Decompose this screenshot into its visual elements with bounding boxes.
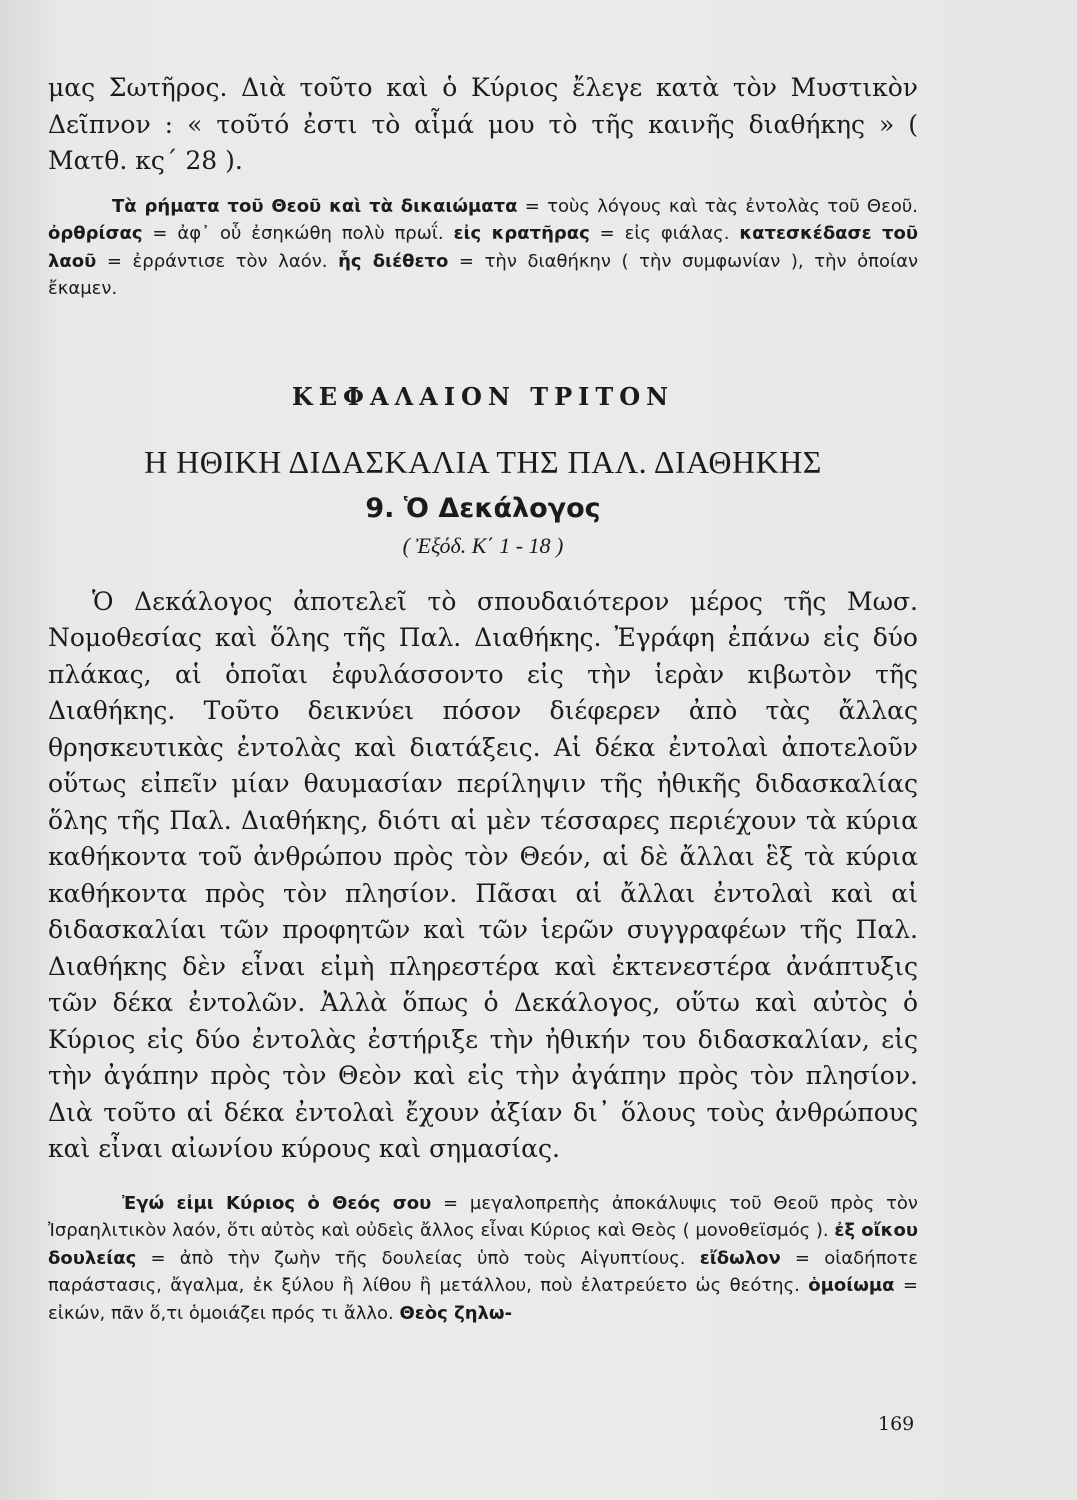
glossary-term: εἴδωλον	[699, 1247, 781, 1269]
glossary-term: εἰς κρατῆρας	[453, 223, 590, 244]
continuation-paragraph: μας Σωτῆρος. Διὰ τοῦτο καὶ ὁ Κύριος ἔλεγε κατὰ τὸν Μυστικὸν Δεῖπνον : « τοῦτό ἐστι τὸ αἷμά μου τὸ τῆς καινῆς διαθήκης » ( Ματθ. κς΄ 28 ).	[48, 73, 918, 175]
glossary-term: Θεὸς ζηλω-	[399, 1302, 513, 1324]
glossary-definition: = εἰκών, πᾶν ὅ,τι ὁμοιάζει πρός τι ἄλλο.	[48, 1275, 918, 1324]
chapter-title: Η ΗΘΙΚΗ ΔΙΔΑΣΚΑΛΙΑ ΤΗΣ ΠΑΛ. ΔΙΑΘΗΚΗΣ	[144, 443, 822, 480]
glossary-term: Τὰ ρήματα τοῦ Θεοῦ καὶ τὰ δικαιώματα	[112, 195, 518, 217]
glossary-definition: = τοὺς λόγους καὶ τὰς ἐντολὰς τοῦ Θεοῦ.	[517, 195, 918, 217]
glossary-definition: = μεγαλοπρεπὴς ἀποκάλυψις τοῦ Θεοῦ πρὸς τὸν Ἰσραηλιτικὸν λαόν, ὅτι αὐτὸς καὶ οὐδεὶς ἄλλος εἶναι Κύριος καὶ Θεὸς ( μονοθεϊσμός ).	[48, 1192, 918, 1241]
glossary-term: ἧς διέθετο	[338, 250, 449, 272]
glossary-block-1	[48, 193, 918, 303]
body-paragraph: Ὁ Δεκάλογος ἀποτελεῖ τὸ σπουδαιότερον μέρος τῆς Μωσ. Νομοθεσίας καὶ ὅλης τῆς Παλ. Διαθήκης. Ἐγράφη ἐπάνω εἰς δύο πλάκας, αἱ ὁποῖαι ἐφυλάσσοντο εἰς τὴν ἱερὰν κιβωτὸν τῆς Διαθήκης. Τοῦτο δεικνύει πόσον διέφερεν ἀπὸ τὰς ἄλλας θρησκευτικὰς ἐντολὰς καὶ διατάξεις. Αἱ δέκα ἐντολαὶ ἀποτελοῦν οὕτως εἰπεῖν μίαν θαυμασίαν περίληψιν τῆς ἠθικῆς διδασκαλίας ὅλης τῆς Παλ. Διαθήκης, διότι αἱ μὲν τέσσαρες περιέχουν τὰ κύρια καθήκοντα τοῦ ἀνθρώπου πρὸς τὸν Θεόν, αἱ δὲ ἄλλαι ἓξ τὰ κύρια καθήκοντα πρὸς τὸν πλησίον. Πᾶσαι αἱ ἄλλαι ἐντολαὶ καὶ αἱ διδασκαλίαι τῶν προφητῶν καὶ τῶν ἱερῶν συγγραφέων τῆς Παλ. Διαθήκης δὲν εἶναι εἰμὴ πληρεστέρα καὶ ἐκτενεστέρα ἀνάπτυξις τῶν δέκα ἐντολῶν. Ἀλλὰ ὅπως ὁ Δεκάλογος, οὕτω καὶ αὐτὸς ὁ Κύριος εἰς δύο ἐντολὰς ἐστήριξε τὴν ἠθικήν του διδασκαλίαν, εἰς τὴν ἀγάπην πρὸς τὸν Θεὸν καὶ εἰς τὴν ἀγάπην πρὸς τὸν πλησίον. Διὰ τοῦτο αἱ δέκα ἐντολαὶ ἔχουν ἀξίαν δι᾽ ὅλους τοὺς ἀνθρώπους καὶ εἶναι αἰωνίου κύρους καὶ σημασίας.	[48, 586, 918, 1163]
glossary-term: ἐξ οἴκου δουλείας	[48, 1220, 918, 1269]
page-number: 169	[878, 1413, 915, 1435]
scripture-reference: ( Ἐξόδ. Κ΄ 1 - 18 )	[402, 532, 564, 558]
glossary-term: ὁμοίωμα	[808, 1275, 895, 1296]
glossary-term: Ἐγώ εἰμι Κύριος ὁ Θεός σου	[122, 1192, 432, 1214]
glossary-definition: = ἀφ᾽ οὗ ἐσηκώθη πολὺ πρωΐ.	[142, 223, 454, 244]
glossary-definition: = ἐρράντισε τὸν λαόν.	[96, 250, 339, 272]
glossary-term: ὀρθρίσας	[48, 223, 143, 244]
section-title: 9. Ὁ Δεκάλογος	[365, 492, 601, 524]
page-content	[48, 70, 918, 1327]
glossary-definition: = τὴν διαθήκην ( τὴν συμφωνίαν ), τὴν ὁποίαν ἔκαμεν.	[48, 250, 918, 299]
glossary-definition: = οἱαδήποτε παράστασις, ἄγαλμα, ἐκ ξύλου ἢ λίθου ἢ μετάλλου, ποὺ ἐλατρεύετο ὡς θεότης.	[48, 1247, 918, 1296]
glossary-block-2	[48, 1190, 918, 1328]
glossary-term: κατεσκέδασε τοῦ λαοῦ	[48, 223, 918, 272]
glossary-definition: = ἀπὸ τὴν ζωὴν τῆς δουλείας ὑπὸ τοὺς Αἰγυπτίους.	[136, 1247, 700, 1269]
glossary-definition: = εἰς φιάλας.	[589, 223, 740, 244]
chapter-label: ΚΕΦΑΛΑΙΟΝ ΤΡΙΤΟΝ	[291, 381, 675, 411]
